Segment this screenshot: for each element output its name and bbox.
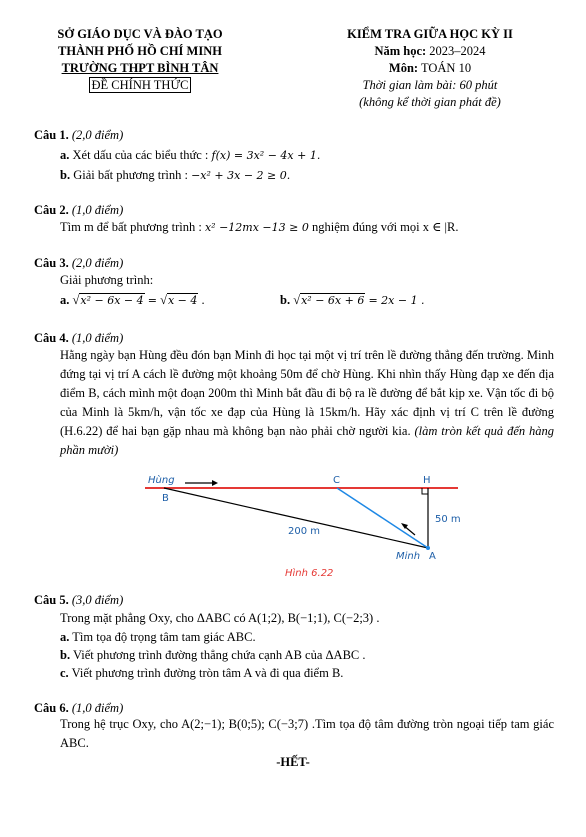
segment-ba bbox=[164, 488, 428, 548]
q6-text: Trong hệ trục Oxy, cho A(2;−1); B(0;5); C(−3;7) .Tìm tọa độ tâm đường tròn ngoại tiếp tam giác ABC. bbox=[60, 717, 554, 750]
q5-b bbox=[60, 648, 366, 663]
q3-b: b. √x² − 6x + 6 = 2x − 1 . bbox=[280, 293, 425, 307]
q1-b-expr: −x² + 3x − 2 ≥ 0. bbox=[191, 169, 291, 182]
q3-a: a. √x² − 6x − 4 = √x − 4 . bbox=[60, 293, 205, 307]
official-wrapper bbox=[40, 77, 240, 94]
q2-title: Câu 2. bbox=[34, 203, 69, 217]
q2-points: (1,0 điểm) bbox=[71, 203, 124, 217]
q3-a-end: . bbox=[201, 293, 205, 307]
label-h: H bbox=[423, 475, 431, 486]
q5-b-label: b. bbox=[60, 648, 71, 662]
q5-a bbox=[60, 630, 256, 645]
q5-a-label: a. bbox=[60, 630, 70, 644]
q6-points: (1,0 điểm) bbox=[71, 701, 124, 715]
q2-heading bbox=[34, 203, 123, 218]
subject-label: Môn: bbox=[388, 61, 419, 75]
q2-body bbox=[60, 220, 458, 235]
school-name: TRƯỜNG THPT BÌNH TÂN bbox=[61, 61, 219, 75]
segment-ca bbox=[337, 488, 428, 548]
q1-points: (2,0 điểm) bbox=[71, 128, 124, 142]
q3-intro: Giải phương trình: bbox=[60, 273, 154, 287]
city-name: THÀNH PHỐ HỒ CHÍ MINH bbox=[58, 44, 222, 58]
q2-text2: nghiệm đúng với mọi x ∈ |R. bbox=[311, 220, 459, 234]
header-right bbox=[315, 26, 545, 111]
q1-a-label: a. bbox=[60, 148, 70, 162]
q4-title: Câu 4. bbox=[34, 331, 69, 345]
q2-text1: Tìm m để bất phương trình : bbox=[60, 220, 202, 234]
q4-paragraph: Hằng ngày bạn Hùng đều đón bạn Minh đi học tại một vị trí trên lề đường thẳng đến trường. Minh đứng tại vị trí A cách lề đường một khoảng 50m để chờ Hùng. Khi nhìn thấy Hùng đạp xe đến địa điểm B, cách mình một đoạn 200m thì Minh bắt đầu đi bộ ra lề đường để bắt kịp xe. Vận tốc đi bộ của Minh là 5km/h, vận tốc xe đạp của Hùng là 15km/h. Hãy xác định vị trí C trên lề đường (H.6.22) để hai bạn gặp nhau mà không bạn nào phải chờ người kia. bbox=[60, 348, 554, 438]
figure-6-22 bbox=[140, 470, 470, 582]
q3-points: (2,0 điểm) bbox=[71, 256, 124, 270]
q5-c-text: Viết phương trình đường tròn tâm A và đi qua điểm B. bbox=[71, 666, 344, 680]
q5-c-label: c. bbox=[60, 666, 69, 680]
q3-a-label: a. bbox=[60, 293, 70, 307]
q1-title: Câu 1. bbox=[34, 128, 69, 142]
q3-a-radicand1: x² − 6x − 4 bbox=[80, 294, 144, 307]
exam-title: KIỂM TRA GIỮA HỌC KỲ II bbox=[347, 27, 513, 41]
time-limit: Thời gian làm bài: 60 phút bbox=[362, 78, 498, 92]
figure-caption: Hình 6.22 bbox=[285, 568, 334, 579]
q1-b-label: b. bbox=[60, 168, 71, 182]
end-marker: -HẾT- bbox=[276, 755, 310, 769]
q5-points: (3,0 điểm) bbox=[71, 593, 124, 607]
q6-heading bbox=[34, 701, 123, 716]
q5-title: Câu 5. bbox=[34, 593, 69, 607]
point-a bbox=[426, 546, 430, 550]
q3-title: Câu 3. bbox=[34, 256, 69, 270]
q4-points: (1,0 điểm) bbox=[71, 331, 124, 345]
dept-name: SỞ GIÁO DỤC VÀ ĐÀO TẠO bbox=[57, 27, 223, 41]
year-value: 2023–2024 bbox=[429, 44, 486, 58]
header-left bbox=[40, 26, 240, 94]
label-c: C bbox=[333, 475, 340, 486]
q4-body bbox=[60, 346, 554, 460]
q6-title: Câu 6. bbox=[34, 701, 69, 715]
q1-b-text: Giải bất phương trình : bbox=[73, 168, 188, 182]
q5-intro: Trong mặt phẳng Oxy, cho ΔABC có A(1;2), B(−1;1), C(−2;3) . bbox=[60, 611, 380, 625]
q5-a-text: Tìm tọa độ trọng tâm tam giác ABC. bbox=[72, 630, 256, 644]
year-label: Năm học: bbox=[374, 44, 427, 58]
q4-heading bbox=[34, 331, 123, 346]
subject bbox=[315, 60, 545, 77]
q1-a-expr: f(x) = 3x² − 4x + 1. bbox=[211, 149, 321, 162]
direction-arrowhead bbox=[212, 480, 218, 486]
q5-c bbox=[60, 666, 343, 681]
label-minh: Minh bbox=[396, 551, 421, 562]
subject-value: TOÁN 10 bbox=[420, 61, 472, 75]
q1-b bbox=[60, 168, 290, 183]
q5-heading bbox=[34, 593, 123, 608]
q3-b-label: b. bbox=[280, 293, 291, 307]
label-hung: Hùng bbox=[148, 475, 175, 486]
label-200m: 200 m bbox=[288, 526, 321, 537]
q3-a-radicand2: x − 4 bbox=[167, 294, 198, 307]
q1-heading bbox=[34, 128, 123, 143]
label-a: A bbox=[429, 551, 436, 562]
school-year bbox=[315, 43, 545, 60]
q2-expr: x² −12mx −13 ≥ 0 bbox=[204, 221, 309, 234]
q1-a-text: Xét dấu của các biểu thức : bbox=[72, 148, 209, 162]
time-note: (không kể thời gian phát đề) bbox=[359, 95, 501, 109]
label-50m: 50 m bbox=[435, 514, 461, 525]
q3-b-rest: = 2x − 1 . bbox=[368, 294, 425, 307]
label-b: B bbox=[162, 493, 169, 504]
q4-note: (làm tròn kết quả đến hàng phần mười) bbox=[60, 424, 554, 457]
official-label: ĐỀ CHÍNH THỨC bbox=[89, 77, 192, 93]
q5-b-text: Viết phương trình đường thẳng chứa cạnh AB của ΔABC . bbox=[72, 648, 366, 662]
q3-b-radicand: x² − 6x + 6 bbox=[301, 294, 365, 307]
q3-heading bbox=[34, 256, 123, 271]
q1-a bbox=[60, 148, 320, 163]
q3-a-equals: = bbox=[147, 294, 157, 307]
